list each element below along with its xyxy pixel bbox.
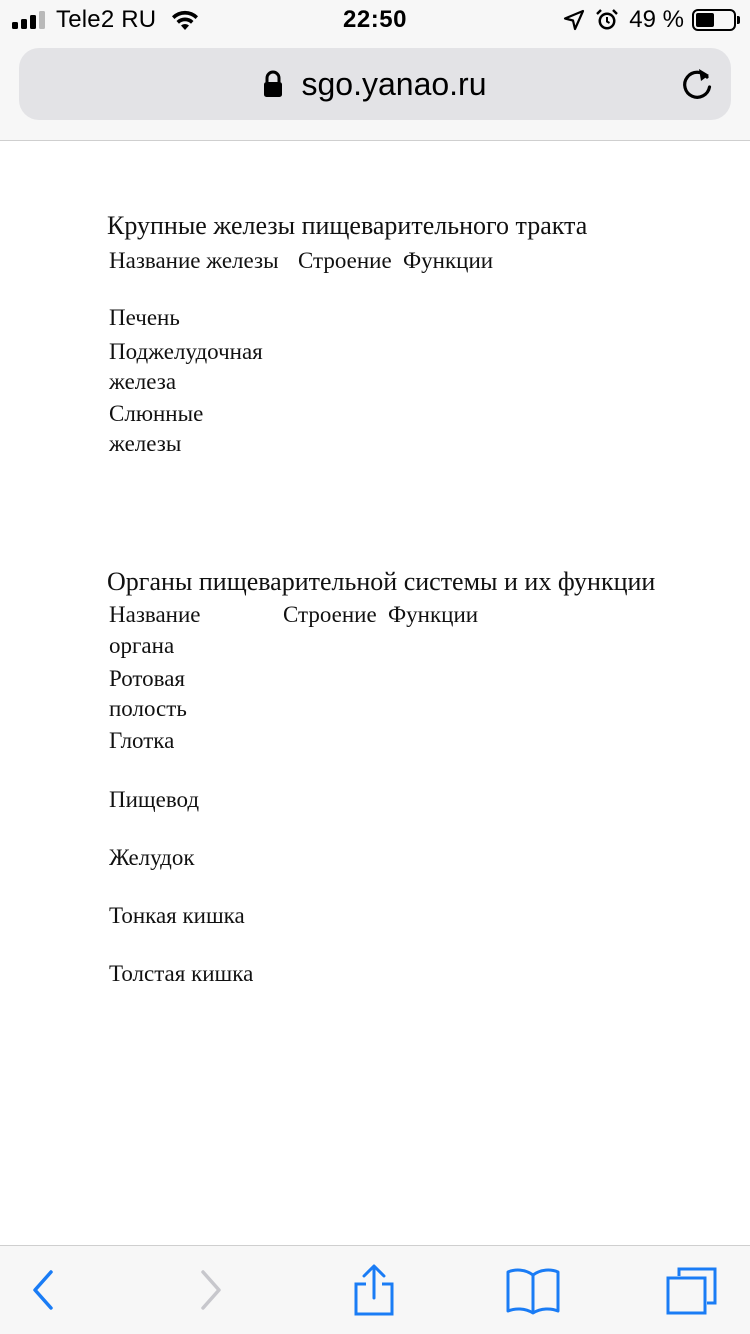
url-text: sgo.yanao.ru: [301, 65, 487, 102]
page-content: [0, 141, 750, 1245]
organ-row-small-intestine: Тонкая кишка: [109, 903, 245, 928]
organ-row-mouth-line2: полость: [109, 696, 187, 721]
back-button[interactable]: [13, 1264, 73, 1316]
organ-row-pharynx: Глотка: [109, 728, 175, 753]
chevron-left-icon: [30, 1269, 56, 1311]
organ-row-mouth-line1: Ротовая: [109, 666, 186, 691]
share-button[interactable]: [344, 1264, 404, 1316]
status-bar: [0, 0, 750, 40]
organs-header-name-line2: органа: [109, 633, 175, 658]
browser-toolbar: [0, 1245, 750, 1334]
organs-header-structure: Строение: [283, 602, 377, 627]
organs-header-name-line1: Название: [109, 602, 201, 627]
organ-row-stomach: Желудок: [109, 845, 195, 870]
gland-row-pancreas-line1: Поджелудочная: [109, 339, 263, 364]
gland-row-liver: Печень: [109, 305, 180, 330]
glands-header-functions: Функции: [403, 248, 494, 273]
battery-percentage: 49 %: [629, 6, 684, 33]
chevron-right-icon: [198, 1269, 224, 1311]
alarm-clock-icon: [595, 8, 619, 32]
organ-row-large-intestine: Толстая кишка: [109, 961, 254, 986]
share-icon: [352, 1264, 396, 1316]
location-arrow-icon: [563, 9, 585, 31]
bookmarks-button[interactable]: [503, 1264, 563, 1316]
gland-row-pancreas-line2: железа: [109, 369, 177, 394]
gland-row-salivary-line2: железы: [109, 431, 182, 456]
reload-icon[interactable]: [679, 66, 715, 102]
forward-button[interactable]: [181, 1264, 241, 1316]
browser-header: [0, 40, 750, 141]
glands-header-structure: Строение: [298, 248, 392, 273]
battery-icon: [692, 9, 736, 31]
organs-table-title: Органы пищеварительной системы и их функции: [107, 567, 656, 596]
organ-row-esophagus: Пищевод: [109, 787, 200, 812]
tabs-button[interactable]: [662, 1264, 722, 1316]
organs-header-functions: Функции: [388, 602, 479, 627]
address-bar[interactable]: [19, 48, 731, 120]
status-right: [563, 6, 736, 34]
gland-row-salivary-line1: Слюнные: [109, 401, 204, 426]
book-icon: [505, 1265, 561, 1315]
glands-table-title: Крупные железы пищеварительного тракта: [107, 211, 588, 240]
lock-icon: [263, 70, 283, 98]
status-time: 22:50: [343, 6, 407, 33]
carrier-name: Tele2 RU: [56, 6, 157, 33]
glands-header-name: Название железы: [109, 248, 279, 273]
tabs-icon: [665, 1265, 719, 1315]
